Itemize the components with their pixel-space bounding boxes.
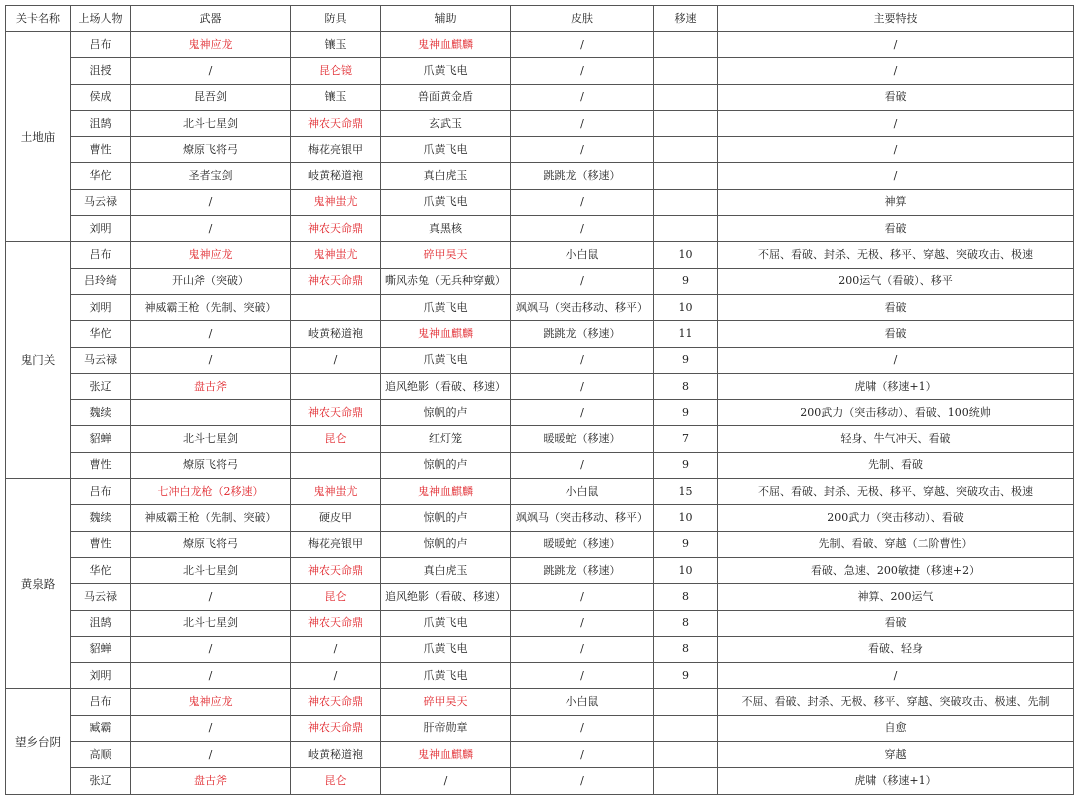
- weapon-cell: 昆吾剑: [131, 84, 291, 110]
- main-skills-cell: /: [718, 163, 1074, 189]
- skin-cell: 暖暖蛇（移速）: [511, 531, 654, 557]
- accessory-cell: 红灯笼: [381, 426, 511, 452]
- armor-cell: 神农天命鼎: [291, 110, 381, 136]
- accessory-cell: /: [381, 768, 511, 794]
- skin-cell: 跳跳龙（移速）: [511, 557, 654, 583]
- armor-cell: 神农天命鼎: [291, 689, 381, 715]
- main-skills-cell: 自愈: [718, 715, 1074, 741]
- header-armor: 防具: [291, 6, 381, 32]
- table-row: [6, 557, 1074, 583]
- main-skills-cell: 200武力（突击移动）、看破、100统帅: [718, 400, 1074, 426]
- move-speed-cell: [654, 32, 718, 58]
- armor-cell: 昆仑: [291, 426, 381, 452]
- header-row: [6, 6, 1074, 32]
- move-speed-cell: 7: [654, 426, 718, 452]
- skin-cell: /: [511, 32, 654, 58]
- main-skills-cell: 看破: [718, 610, 1074, 636]
- table-row: [6, 400, 1074, 426]
- move-speed-cell: [654, 58, 718, 84]
- armor-cell: 硬皮甲: [291, 505, 381, 531]
- skin-cell: /: [511, 768, 654, 794]
- armor-cell: 岐黄秘道袍: [291, 742, 381, 768]
- character-cell: 张辽: [71, 373, 131, 399]
- accessory-cell: 真黑核: [381, 216, 511, 242]
- armor-cell: /: [291, 636, 381, 662]
- table-row: [6, 32, 1074, 58]
- move-speed-cell: 10: [654, 557, 718, 583]
- character-cell: 马云禄: [71, 584, 131, 610]
- main-skills-cell: 看破、轻身: [718, 636, 1074, 662]
- weapon-cell: [131, 400, 291, 426]
- armor-cell: 鬼神蚩尤: [291, 242, 381, 268]
- armor-cell: 镶玉: [291, 84, 381, 110]
- character-cell: 华佗: [71, 557, 131, 583]
- move-speed-cell: 8: [654, 373, 718, 399]
- table-row: [6, 663, 1074, 689]
- accessory-cell: 鬼神血麒麟: [381, 321, 511, 347]
- accessory-cell: 玄武玉: [381, 110, 511, 136]
- table-row: [6, 479, 1074, 505]
- table-row: [6, 110, 1074, 136]
- skin-cell: /: [511, 636, 654, 662]
- table-row: [6, 216, 1074, 242]
- header-stage: 关卡名称: [6, 6, 71, 32]
- main-skills-cell: 先制、看破、穿越（二阶曹性）: [718, 531, 1074, 557]
- accessory-cell: 爪黄飞电: [381, 58, 511, 84]
- character-cell: 吕布: [71, 242, 131, 268]
- weapon-cell: /: [131, 584, 291, 610]
- skin-cell: /: [511, 189, 654, 215]
- character-cell: 马云禄: [71, 347, 131, 373]
- armor-cell: 岐黄秘道袍: [291, 321, 381, 347]
- weapon-cell: 北斗七星剑: [131, 557, 291, 583]
- move-speed-cell: 8: [654, 584, 718, 610]
- move-speed-cell: 8: [654, 610, 718, 636]
- move-speed-cell: 10: [654, 505, 718, 531]
- weapon-cell: 北斗七星剑: [131, 110, 291, 136]
- move-speed-cell: 9: [654, 268, 718, 294]
- skin-cell: /: [511, 584, 654, 610]
- skin-cell: /: [511, 715, 654, 741]
- main-skills-cell: 看破: [718, 321, 1074, 347]
- table-row: [6, 636, 1074, 662]
- accessory-cell: 惊帆的卢: [381, 452, 511, 478]
- armor-cell: 神农天命鼎: [291, 715, 381, 741]
- main-skills-cell: /: [718, 110, 1074, 136]
- armor-cell: 神农天命鼎: [291, 268, 381, 294]
- header-character: 上场人物: [71, 6, 131, 32]
- armor-cell: [291, 373, 381, 399]
- accessory-cell: 真白虎玉: [381, 557, 511, 583]
- weapon-cell: 鬼神应龙: [131, 242, 291, 268]
- accessory-cell: 肝帝勋章: [381, 715, 511, 741]
- weapon-cell: 燎原飞将弓: [131, 452, 291, 478]
- skin-cell: 跳跳龙（移速）: [511, 321, 654, 347]
- table-row: [6, 426, 1074, 452]
- table-row: [6, 742, 1074, 768]
- main-skills-cell: /: [718, 58, 1074, 84]
- table-row: [6, 294, 1074, 320]
- accessory-cell: 爪黄飞电: [381, 137, 511, 163]
- main-skills-cell: 看破: [718, 216, 1074, 242]
- weapon-cell: /: [131, 58, 291, 84]
- armor-cell: 昆仑镜: [291, 58, 381, 84]
- table-row: [6, 373, 1074, 399]
- weapon-cell: /: [131, 347, 291, 373]
- weapon-cell: 圣者宝剑: [131, 163, 291, 189]
- skin-cell: /: [511, 137, 654, 163]
- move-speed-cell: 9: [654, 531, 718, 557]
- main-skills-cell: 先制、看破: [718, 452, 1074, 478]
- accessory-cell: 惊帆的卢: [381, 400, 511, 426]
- character-cell: 刘明: [71, 663, 131, 689]
- main-skills-cell: /: [718, 32, 1074, 58]
- main-skills-cell: 看破: [718, 84, 1074, 110]
- move-speed-cell: [654, 216, 718, 242]
- accessory-cell: 惊帆的卢: [381, 531, 511, 557]
- main-skills-cell: 神算: [718, 189, 1074, 215]
- armor-cell: [291, 452, 381, 478]
- character-cell: 貂蝉: [71, 426, 131, 452]
- accessory-cell: 嘶风赤兔（无兵种穿戴）: [381, 268, 511, 294]
- skin-cell: /: [511, 742, 654, 768]
- header-skin: 皮肤: [511, 6, 654, 32]
- armor-cell: 神农天命鼎: [291, 400, 381, 426]
- accessory-cell: 爪黄飞电: [381, 347, 511, 373]
- move-speed-cell: [654, 742, 718, 768]
- armor-cell: 神农天命鼎: [291, 216, 381, 242]
- skin-cell: /: [511, 373, 654, 399]
- character-cell: 曹性: [71, 452, 131, 478]
- accessory-cell: 鬼神血麒麟: [381, 742, 511, 768]
- weapon-cell: /: [131, 715, 291, 741]
- stage-lineup-table: [5, 5, 1074, 795]
- character-cell: 吕布: [71, 32, 131, 58]
- weapon-cell: 神威霸王枪（先制、突破）: [131, 505, 291, 531]
- character-cell: 魏续: [71, 505, 131, 531]
- weapon-cell: /: [131, 321, 291, 347]
- main-skills-cell: /: [718, 347, 1074, 373]
- weapon-cell: 盘古斧: [131, 373, 291, 399]
- table-row: [6, 58, 1074, 84]
- character-cell: 刘明: [71, 216, 131, 242]
- skin-cell: /: [511, 58, 654, 84]
- character-cell: 沮授: [71, 58, 131, 84]
- table-row: [6, 163, 1074, 189]
- accessory-cell: 兽面黄金盾: [381, 84, 511, 110]
- character-cell: 刘明: [71, 294, 131, 320]
- move-speed-cell: [654, 163, 718, 189]
- move-speed-cell: [654, 715, 718, 741]
- table-row: [6, 584, 1074, 610]
- table-row: [6, 84, 1074, 110]
- weapon-cell: 盘古斧: [131, 768, 291, 794]
- weapon-cell: 北斗七星剑: [131, 610, 291, 636]
- move-speed-cell: [654, 189, 718, 215]
- main-skills-cell: 200运气（看破）、移平: [718, 268, 1074, 294]
- main-skills-cell: 穿越: [718, 742, 1074, 768]
- header-weapon: 武器: [131, 6, 291, 32]
- header-accessory: 辅助: [381, 6, 511, 32]
- character-cell: 曹性: [71, 137, 131, 163]
- header-move-speed: 移速: [654, 6, 718, 32]
- move-speed-cell: 9: [654, 400, 718, 426]
- main-skills-cell: 虎啸（移速+1）: [718, 373, 1074, 399]
- accessory-cell: 追风绝影（看破、移速）: [381, 373, 511, 399]
- skin-cell: 跳跳龙（移速）: [511, 163, 654, 189]
- armor-cell: /: [291, 663, 381, 689]
- accessory-cell: 爪黄飞电: [381, 610, 511, 636]
- armor-cell: /: [291, 347, 381, 373]
- move-speed-cell: 10: [654, 242, 718, 268]
- armor-cell: 鬼神蚩尤: [291, 189, 381, 215]
- skin-cell: /: [511, 452, 654, 478]
- main-skills-cell: 不屈、看破、封杀、无极、移平、穿越、突破攻击、极速: [718, 479, 1074, 505]
- main-skills-cell: 虎啸（移速+1）: [718, 768, 1074, 794]
- accessory-cell: 惊帆的卢: [381, 505, 511, 531]
- table-body: [6, 32, 1074, 795]
- accessory-cell: 碎甲昊天: [381, 689, 511, 715]
- main-skills-cell: /: [718, 137, 1074, 163]
- weapon-cell: /: [131, 216, 291, 242]
- accessory-cell: 碎甲昊天: [381, 242, 511, 268]
- armor-cell: 昆仑: [291, 584, 381, 610]
- main-skills-cell: 不屈、看破、封杀、无极、移平、穿越、突破攻击、极速: [718, 242, 1074, 268]
- move-speed-cell: 9: [654, 452, 718, 478]
- weapon-cell: /: [131, 189, 291, 215]
- main-skills-cell: 不屈、看破、封杀、无极、移平、穿越、突破攻击、极速、先制: [718, 689, 1074, 715]
- move-speed-cell: 9: [654, 347, 718, 373]
- weapon-cell: 燎原飞将弓: [131, 137, 291, 163]
- armor-cell: 岐黄秘道袍: [291, 163, 381, 189]
- weapon-cell: 鬼神应龙: [131, 32, 291, 58]
- main-skills-cell: 看破、急速、200敏捷（移速+2）: [718, 557, 1074, 583]
- table-row: [6, 268, 1074, 294]
- skin-cell: 暖暖蛇（移速）: [511, 426, 654, 452]
- move-speed-cell: [654, 689, 718, 715]
- weapon-cell: 鬼神应龙: [131, 689, 291, 715]
- character-cell: 华佗: [71, 163, 131, 189]
- table-row: [6, 321, 1074, 347]
- character-cell: 马云禄: [71, 189, 131, 215]
- header-main-skills: 主要特技: [718, 6, 1074, 32]
- table-row: [6, 610, 1074, 636]
- main-skills-cell: 轻身、牛气冲天、看破: [718, 426, 1074, 452]
- armor-cell: 神农天命鼎: [291, 557, 381, 583]
- table-row: [6, 768, 1074, 794]
- accessory-cell: 鬼神血麒麟: [381, 32, 511, 58]
- armor-cell: [291, 294, 381, 320]
- table-row: [6, 689, 1074, 715]
- weapon-cell: 开山斧（突破）: [131, 268, 291, 294]
- armor-cell: 梅花亮银甲: [291, 531, 381, 557]
- weapon-cell: 神威霸王枪（先制、突破）: [131, 294, 291, 320]
- stage-name-cell: 土地庙: [6, 32, 71, 242]
- skin-cell: 飒飒马（突击移动、移平）: [511, 505, 654, 531]
- move-speed-cell: 10: [654, 294, 718, 320]
- skin-cell: 小白鼠: [511, 479, 654, 505]
- move-speed-cell: [654, 110, 718, 136]
- character-cell: 吕布: [71, 689, 131, 715]
- character-cell: 沮鹄: [71, 110, 131, 136]
- skin-cell: 小白鼠: [511, 242, 654, 268]
- character-cell: 吕布: [71, 479, 131, 505]
- weapon-cell: /: [131, 663, 291, 689]
- stage-name-cell: 望乡台阴: [6, 689, 71, 794]
- main-skills-cell: 200武力（突击移动）、看破: [718, 505, 1074, 531]
- accessory-cell: 鬼神血麒麟: [381, 479, 511, 505]
- table-row: [6, 242, 1074, 268]
- character-cell: 貂蝉: [71, 636, 131, 662]
- accessory-cell: 爪黄飞电: [381, 663, 511, 689]
- move-speed-cell: 11: [654, 321, 718, 347]
- move-speed-cell: [654, 137, 718, 163]
- skin-cell: /: [511, 268, 654, 294]
- character-cell: 曹性: [71, 531, 131, 557]
- skin-cell: /: [511, 110, 654, 136]
- character-cell: 华佗: [71, 321, 131, 347]
- table-row: [6, 715, 1074, 741]
- main-skills-cell: /: [718, 663, 1074, 689]
- weapon-cell: /: [131, 636, 291, 662]
- character-cell: 臧霸: [71, 715, 131, 741]
- accessory-cell: 爪黄飞电: [381, 189, 511, 215]
- skin-cell: 小白鼠: [511, 689, 654, 715]
- move-speed-cell: 15: [654, 479, 718, 505]
- skin-cell: /: [511, 610, 654, 636]
- main-skills-cell: 神算、200运气: [718, 584, 1074, 610]
- weapon-cell: /: [131, 742, 291, 768]
- accessory-cell: 追风绝影（看破、移速）: [381, 584, 511, 610]
- main-skills-cell: 看破: [718, 294, 1074, 320]
- skin-cell: /: [511, 84, 654, 110]
- armor-cell: 梅花亮银甲: [291, 137, 381, 163]
- stage-name-cell: 黄泉路: [6, 479, 71, 689]
- weapon-cell: 七冲白龙枪（2移速）: [131, 479, 291, 505]
- skin-cell: /: [511, 663, 654, 689]
- table-row: [6, 505, 1074, 531]
- weapon-cell: 燎原飞将弓: [131, 531, 291, 557]
- accessory-cell: 爪黄飞电: [381, 636, 511, 662]
- table-row: [6, 137, 1074, 163]
- armor-cell: 镶玉: [291, 32, 381, 58]
- character-cell: 吕玲绮: [71, 268, 131, 294]
- stage-name-cell: 鬼门关: [6, 242, 71, 479]
- move-speed-cell: 8: [654, 636, 718, 662]
- skin-cell: /: [511, 347, 654, 373]
- character-cell: 高顺: [71, 742, 131, 768]
- armor-cell: 昆仑: [291, 768, 381, 794]
- accessory-cell: 真白虎玉: [381, 163, 511, 189]
- move-speed-cell: 9: [654, 663, 718, 689]
- skin-cell: /: [511, 400, 654, 426]
- table-row: [6, 347, 1074, 373]
- table-row: [6, 531, 1074, 557]
- character-cell: 张辽: [71, 768, 131, 794]
- character-cell: 魏续: [71, 400, 131, 426]
- skin-cell: 飒飒马（突击移动、移平）: [511, 294, 654, 320]
- armor-cell: 神农天命鼎: [291, 610, 381, 636]
- accessory-cell: 爪黄飞电: [381, 294, 511, 320]
- skin-cell: /: [511, 216, 654, 242]
- table-row: [6, 189, 1074, 215]
- character-cell: 侯成: [71, 84, 131, 110]
- move-speed-cell: [654, 84, 718, 110]
- table-row: [6, 452, 1074, 478]
- weapon-cell: 北斗七星剑: [131, 426, 291, 452]
- armor-cell: 鬼神蚩尤: [291, 479, 381, 505]
- move-speed-cell: [654, 768, 718, 794]
- character-cell: 沮鹄: [71, 610, 131, 636]
